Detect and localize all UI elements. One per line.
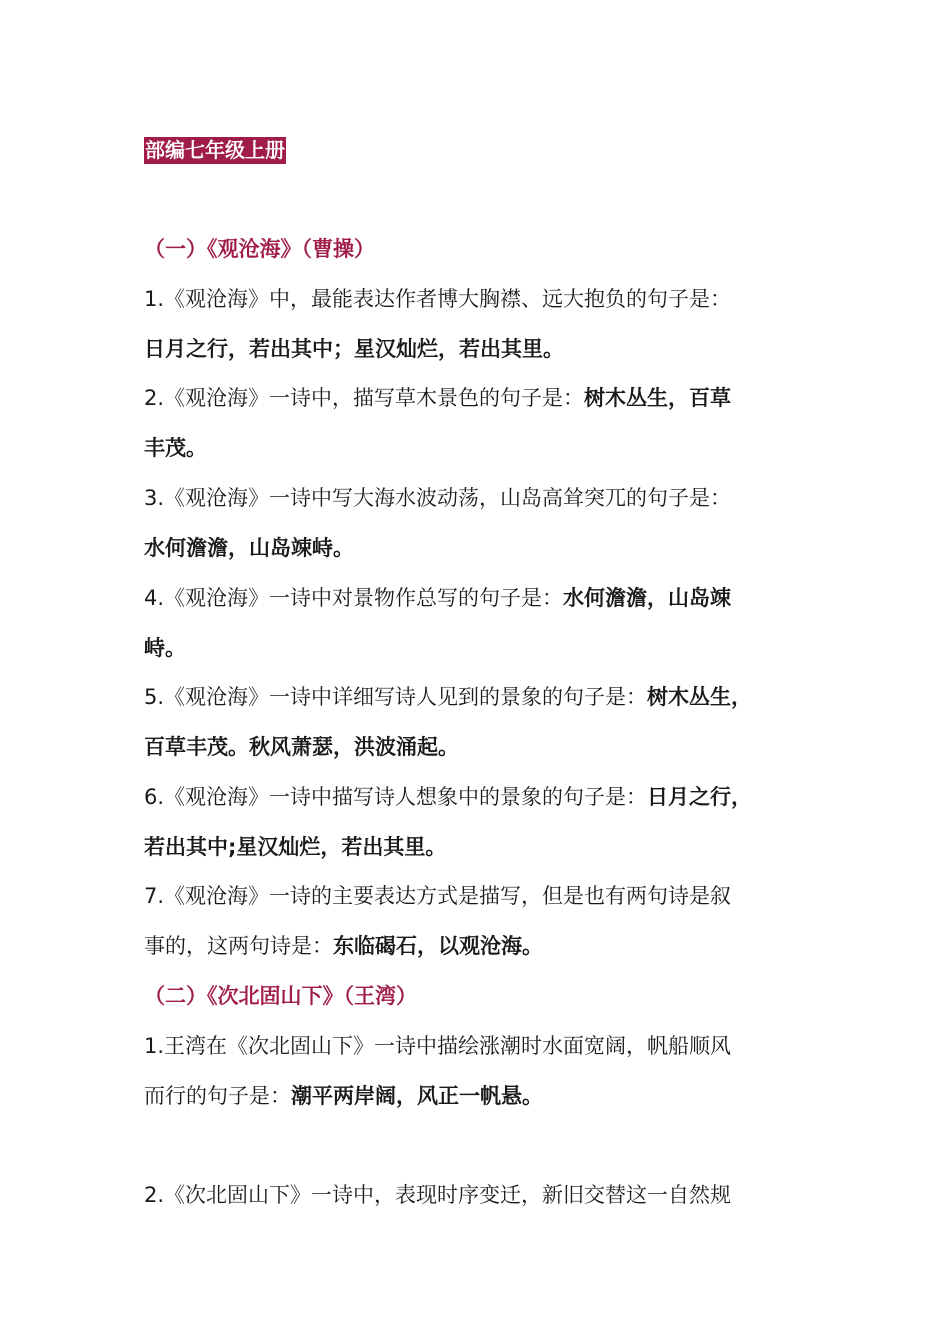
question-1-line-1 <box>144 281 731 317</box>
question-2-text: 2.《观沧海》一诗中，描写草木景色的句子是： <box>144 386 585 410</box>
question-4-answer-part-1: 水何澹澹，山岛竦 <box>563 586 732 610</box>
question-2-line-2 <box>144 430 207 466</box>
question-1-answer: 日月之行，若出其中；星汉灿烂，若出其里。 <box>144 337 564 361</box>
question-5-answer-part-2: 百草丰茂。秋风萧瑟，洪波涌起。 <box>144 735 459 759</box>
section-2-question-2-text: 2.《次北固山下》一诗中，表现时序变迁，新旧交替这一自然规 <box>144 1183 732 1207</box>
question-4-line-1 <box>144 580 731 616</box>
question-6-answer-part-2: 若出其中;星汉灿烂，若出其里。 <box>144 835 447 859</box>
question-2-answer-part-1: 树木丛生，百草 <box>584 386 732 410</box>
section-heading-1: （一）《观沧海》（曹操） <box>144 237 375 261</box>
question-3-text: 3.《观沧海》一诗中写大海水波动荡，山岛高耸突兀的句子是： <box>144 486 732 510</box>
question-5-answer-part-1: 树木丛生， <box>647 685 753 709</box>
question-5-line-1 <box>144 679 752 715</box>
question-6-answer-part-1: 日月之行， <box>647 785 753 809</box>
section-2-question-1-line-1 <box>144 1028 731 1064</box>
question-3-line-2 <box>144 530 354 566</box>
section-2-question-2-line-1 <box>144 1177 731 1213</box>
question-6-line-2 <box>144 829 446 865</box>
question-4-text: 4.《观沧海》一诗中对景物作总写的句子是： <box>144 586 564 610</box>
document-title: 部编七年级上册 <box>145 138 285 162</box>
question-7-text: 7.《观沧海》一诗的主要表达方式是描写，但是也有两句诗是叙 <box>144 884 732 908</box>
section-2-question-1-text-cont: 而行的句子是： <box>144 1084 291 1108</box>
question-3-line-1 <box>144 480 731 516</box>
question-5-line-2 <box>144 729 459 765</box>
section-heading-2: （二）《次北固山下》（王湾） <box>144 984 417 1008</box>
question-4-line-2 <box>144 630 186 666</box>
section-2-question-1-text: 1.王湾在《次北固山下》一诗中描绘涨潮时水面宽阔，帆船顺风 <box>144 1034 732 1058</box>
question-3-answer: 水何澹澹，山岛竦峙。 <box>144 536 354 560</box>
question-7-line-2 <box>144 928 543 964</box>
question-2-answer-part-2: 丰茂。 <box>144 436 207 460</box>
section-2-question-1-line-2 <box>144 1078 543 1114</box>
question-4-answer-part-2: 峙。 <box>144 636 186 660</box>
question-1-line-2 <box>144 331 564 367</box>
question-2-line-1 <box>144 380 731 416</box>
question-6-line-1 <box>144 779 752 815</box>
question-7-line-1 <box>144 878 731 914</box>
section-2-question-1-answer: 潮平两岸阔，风正一帆悬。 <box>291 1084 543 1108</box>
question-5-text: 5.《观沧海》一诗中详细写诗人见到的景象的句子是： <box>144 685 648 709</box>
question-1-text: 1.《观沧海》中，最能表达作者博大胸襟、远大抱负的句子是： <box>144 287 732 311</box>
question-7-answer: 东临碣石，以观沧海。 <box>333 934 543 958</box>
question-6-text: 6.《观沧海》一诗中描写诗人想象中的景象的句子是： <box>144 785 648 809</box>
question-7-text-cont: 事的，这两句诗是： <box>144 934 333 958</box>
